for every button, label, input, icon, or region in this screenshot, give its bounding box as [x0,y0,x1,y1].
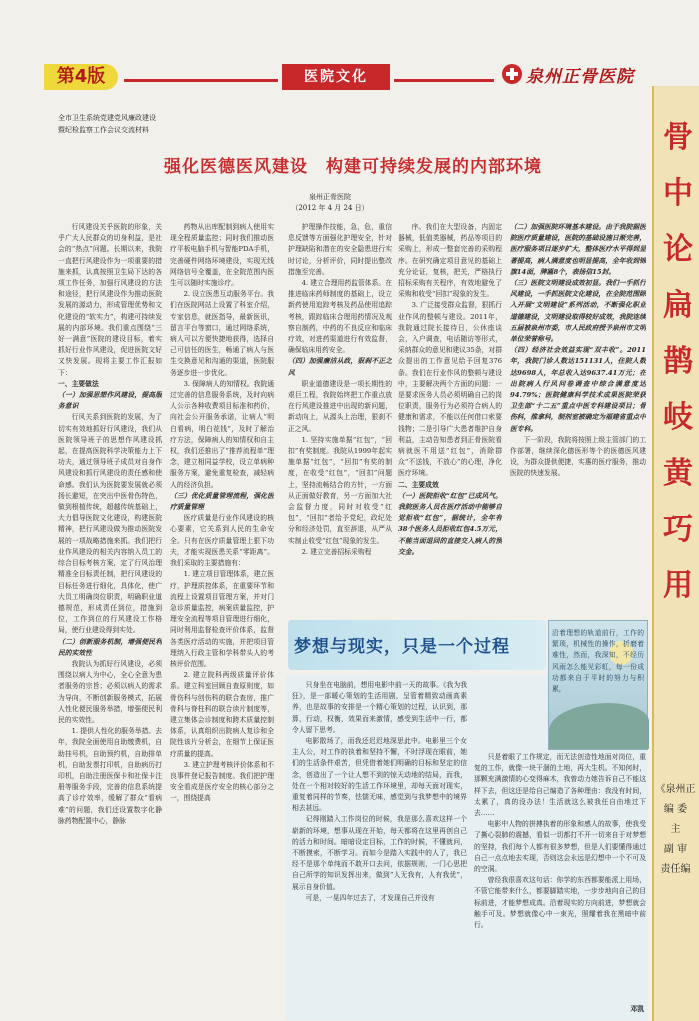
paragraph: 一、主要做法 [58,379,99,388]
paragraph: 只身坐在电脑前，想用电影中前一天的故事。《我为我狂》，是一部暖心策划的生活用剧，呈管着精致动画高素养，也是故事的安排是一个精心策划的过程，认识到，那算，行动，权衡，效果而来激情，感受到生活中一行，都令人留下思考。 [292,681,467,734]
paragraph: （四）加强廉洁从政，狠刹不正之风 [288,357,392,377]
paragraph: 序。我们在大型设备，内固定器械，低值类器械，药品等项目的采购上，形成一整套完善的采购程序。在研究确定项目意见的基础上充分论证，复核，把关，严格执行招标采购有关程序，有效地避免了采购和收受“回扣”现象的发生。 [398,223,502,299]
colophon-line: 编 委 [663,804,688,815]
date: （2012 年 4 月 24 日） [291,204,369,212]
paragraph: （一）加强思想作风建设，提高服务意识 [58,391,162,411]
paragraph: 1. 提供人性化的服务举措。去年，我院全面使用自助缴费机，自助挂号机，自助预约机，自助排单机，自助发票打印机，自助病历打印机，自助注册医保卡和社保卡注册等服务手段，完善的信息系统提高了诊疗效率，缓解了群众“看病难”的问题，我们还设置数字化静脉药物配置中心，静脉 [58,727,162,825]
paragraph: （二）加强医院环境基本建设。由于我院据医院医疗质量建设，医院的基础设施日渐完善，医疗服务项目逐步扩大，整体医疗水平得到显著提高，病人满意度也明显提高，全年收到锦旗14面，牌匾8个，表扬信15封。 [510,223,646,276]
paragraph: 4. 建立合理用药监管体系。在推进临床药师制度的基础上，设立新药使用追踪考核及药品使用追踪考核，跟踪临床合理用药情况及观察自制药，中药的不良反应和临床疗效，对进药渠道进行有效监督，确保临床用药安全。 [288,279,392,355]
paragraph: 下一阶段，我院将按照上级主管部门的工作部署，继续深化德医形等个的医德医风建设，为群众提供便捷，实惠的医疗服务，推动医院的快速发展。 [510,435,646,478]
colophon-line: 责任编 [660,864,691,875]
paragraph: 2. 建立完善招标采购程 [301,547,372,556]
notice-line: 全市卫生系统党建党风廉政建设 [58,114,156,122]
article-byline [270,192,390,214]
page-number-badge: 第4版 [44,64,118,90]
paragraph: 职业道德建设是一项长期性的艰巨工程，我院始终把工作重点放在行风建设推进中出现的新问题，新动向上，从源头上治理，狠刹不正之风。 [288,379,392,433]
article-headline: 强化医德医风建设 构建可持续发展的内部环境 [164,157,542,177]
paragraph: 医疗质量是行业作风建设的核心要素，它关系到人民的生命安全。只有在医疗质量管理上狠下功夫，才能实现医患关系“零距离”。我们采取的主要措施有： [170,514,274,568]
paragraph: 我院认为抓好行风建设，必须围绕以病人为中心，全心全意为患者服务的宗旨；必须以病人的需求为导向，不断创新服务模式，拓展人性化便民服务举措，增强便民利民的实效性。 [58,659,162,724]
paragraph: 护理操作技能，急，危，重信息反馈等方面强化护理安全，针对护理缺陷和潜在的安全隐患进行实时讨论，分析评价，同时提出整改措施至完善。 [288,223,392,276]
paragraph: （三）优化质量管理流程，强化医疗质量管理 [170,491,274,512]
notice-line: 暨纪检监察工作会议交流材料 [58,126,149,134]
paragraph: 3. 保障病人的知情权。我院通过完善的信息服务系统，及时向病人公示各种收费项目标准和药价，向社会公开服务承诺，让病人“明白看病，明白花钱”，及时了解治疗方法，保障病人的知情权和自主权，我们还推出了“推荐流程单”理念，建立相同益学校，设立单病种服务方案，避免重复检查，减轻病人的经济负担。 [170,379,274,489]
paragraph: （一）医院拒收“红包”已成风气。我院医务人员在医疗活动中能够自觉拒收“红包”，据统计，全年有38个医务人员拒收红包4.5万元，不能当面退回的直接交入病人的预交金。 [398,491,502,556]
paragraph: （二）创新服务机制，增强便民利民的实效性 [58,637,162,657]
paragraph: （三）医院文明建设成效初显。我们一手抓行风建设，一手抓医院文化建设，在全院范围除入开展“文明建设”系列活动，不断强化职业道德建设，文明建设取得较好成效，我院连续五届被泉州市委，市人民政府授予泉州市文明单位荣誉称号。 [510,279,646,344]
hospital-logo: 泉州正骨医院 [526,67,634,87]
article-column-4 [398,222,502,617]
colophon-line: 副 审 [663,844,688,855]
essay-author: 邓凯 [630,1005,644,1013]
paragraph: 1. 坚持实施单据“红包”，“回扣”有奖制度。我院从1999年起实施单据“红包”，“回扣”有奖的制度，在收受“红包”，“回扣”问题上，坚持流畅结合的方针，一方面从正面做好教育，另一方面加大社会监督力度，同时对收受“红包”，“回扣”者给予党纪，政纪处分和经济处罚，直至辞退，从严从实制止收受“红包”现象的发生。 [288,435,392,545]
author: 泉州正骨医院 [309,193,351,201]
paragraph: 行风关系到医院的发展，为了切实有效地抓好行风建设，我们从医院领导班子的思想作风建设抓起，在提高医院科学决策能力上下功夫，通过领导班子成员对自身作风建设和抓行风建设的责任感和使命感。我们认为医院要发展就必须扬长避短，在突出中医骨伤特色，做到根植传统，超越传统基础上，大力倡导医院文化建设，构建医院精神，把行风建设做为推动医院发展的一项战略措施来抓。我们把行业作风建设的相关内容纳入员工的综合目标考核方案，定了行风治理精准全目标责任制，把行风建设的目标任务进行细化，具体化，使广大员工明确岗位职责，明确职业道德规范，形成责任到位，措施到位，工作到位的行风建设工作格局，使行业建设得到实处。 [58,413,162,635]
paragraph: 3. 建立护理考核评价体系和不良事件登记报告制度。我们把护理安全看成是医疗安全的核心部分之一，围绕提高 [170,760,274,803]
paragraph: 3. 广泛接受群众监督，狠抓行业作风的整顿与建设。2011年，我院通过院长接待日，公休座谈会，入户调查，电话随访等形式，采纳群众的意见和建议35条，对群众提出的工作意见给予回复376条。我们在行业作风的整顿与建设中，主要解决两个方面的问题：一是要求医务人员必须明确自己的岗位职责，服务行为必须符合病人的健康和需求，不能以任何借口索要钱物；二是引导广大患者维护自身利益，主动告知患者到正骨医院看病就医不用送“红包”，消除群众“不送钱，不放心”的心理，净化医疗环境。 [398,301,502,478]
colophon-line: 主 [670,824,681,835]
header-rule-left [124,79,278,82]
article-column-3 [288,222,392,617]
paragraph: 记得刚踏入工作岗位的时候，我是那么喜欢这样一个崭新的环境，想事从现在开始，每天都将在这里再创自己的活力和时间。暗暗设定目标，工作的时候，不懂就问，不断摸索，不断学习。而如今是踏入实践中的人了，我已经不是那个单纯而不敢开口去问，依据规则，一门心思把自己所学的知识发挥出来，做到“人无我有，人有我优”，展示自身价值。 [292,815,467,891]
paragraph: 2. 建立院科两级质量评价体系。建立科室回顾自查原则度，如骨伤科与创伤科的联合查房，推广骨科与脊柱科的联合读片制度等，建立集体会诊制度和跨术质量控制体系，认真组织出院病人复诊和全院性该片分析会，在细节上保证医疗质量的提高。 [170,671,274,758]
column-title: 医院文化 [282,64,390,90]
sidebar-calligraphy: 骨中论扁鹊岐黄巧用 [663,120,693,603]
paragraph: 只是着眼了工作规定，而无法创造性地面对岗位，重复的工作，就像一块干涸的土地，再大生机。不知何时，那颗充满激情的心变得麻木，我曾动力她告诉自己不能这样下去，但这还是给自己编造了各种理由：我没有时间，太累了，真的没办法！生活就这么被我任自由地过下去…… [474,753,646,818]
paper-name: 《泉州正 [655,784,696,795]
paragraph: 电影中人物的拼搏执着的形象和感人的故事，使我受了撕心裂肺的震撼，看似一切都打不开一切来自于对梦想的坚持，我们每个人都有很多梦想，但是人们要懂得通过自己一点点地去实现，否则这会永远是幻想中一个不可及的空洞。 [474,820,646,874]
paragraph: 1. 建立项目管理体系，建立医疗，护理质控体系，在重要环节和流程上设置项目管理方案，并对门急诊质量监控，病案质量监控，护理安全流程等项目管理进行细化，同时利用监督检查评价体系，监督各类医疗活动的实施，并把项目管理纳入行政主管和学科带头人的考核评价范围。 [170,570,274,668]
colophon [652,780,699,880]
paragraph: 2. 设立医患互动服务平台。我们在医院网站上设置了科室介绍，专家信息，就医指导，最新医讯，留言平台等窗口，通过网络系统，病人可以方便快捷地获得，选择自己可信任的医生，畅通了病人与医生交换意见和沟通的渠道，医院服务逐步进一步优化。 [170,290,274,377]
paragraph: 行风建设关乎医院的形象，关乎广大人民群众的切身利益，是社会的“热点”问题。长期以来，我院一直把行风建设作为一项重要的措施来抓，认真按照卫生局下达的各项工作任务，加强行风建设的方法和途径，把行风建设作为推动医院发展的源动力，形成管理优势和文化建设的“软实力”，构建可持续发展的内部环境。我们重点围绕“三好一满意”医院的建设目标，着实抓好行业作风建设，促进医院文好又快发展。现将主要工作汇报如下： [58,223,162,377]
article-column-5 [510,222,646,617]
paragraph: 曾经我很喜欢这句话：你学的东西都要能派上用场，不管它能带来什么，都要脚踏实地，一步步地向自己的目标前进，才能梦想成真。沿着现实的方向前进，梦想就会触手可及。梦想就像心中一束光，照耀着我在黑暗中前行。 [474,876,646,930]
paragraph: 可是，一晃四年过去了，才发现自己并没有 [305,893,435,902]
paragraph: 电影散场了，而我还迟迟地深思此中。电影里三个女主人公，对工作的执着和坚持不懈，不时浮现在眼前，她们的生活条件艰苦，但凭借着她们明确的目标和坚定的信念，创造出了一个让人想不到的惊天动地的结局，而我，处在一个相对较好的生活工作环境里，却每天面对现实，重复着同样的节奏，怯懦无味，感觉到与我梦想中的境界相去甚远。 [292,737,467,813]
essay-caption: 沿着理想的轨道前行，工作的繁琐，机械性的操作，折磨着难性，然而，我深知，不经历风雨怎么能见彩虹，每一份成功都来自于平时的努力与积累， [552,629,644,694]
paragraph: （四）经济社会效益实现“双丰收”。2011年，我院门诊人数达151131人，住院人数达9698人，年总收入达9637.41万元；在出院病人行风问卷调查中综合满意度达94.79%；医院健康科学技术成果医院荣获卫生部“十二五”重点中医专科建设项目；骨伤科，推拿科，制剂室被确定为福建省重点中医专科。 [510,346,646,433]
article-column-2 [170,222,274,1017]
meeting-notice [58,112,258,136]
paragraph: 二、主要成效 [398,480,439,489]
hospital-cross-icon [502,64,522,84]
essay-column-left [292,680,467,1016]
essay-column-right [474,752,646,1016]
header-rule-right [394,79,494,82]
essay-title: 梦想与现实，只是一个过程 [294,637,510,657]
article-column-1 [58,222,162,1017]
paragraph: 药物从出库配制到病人使用实现全程质量监控；同时我们推动医疗平板电脑手机与智能PDA手机，完善硬件网络环境建设，实现无线网络信号全覆盖，在全院范围内医生可以随时实施诊疗。 [170,223,274,288]
